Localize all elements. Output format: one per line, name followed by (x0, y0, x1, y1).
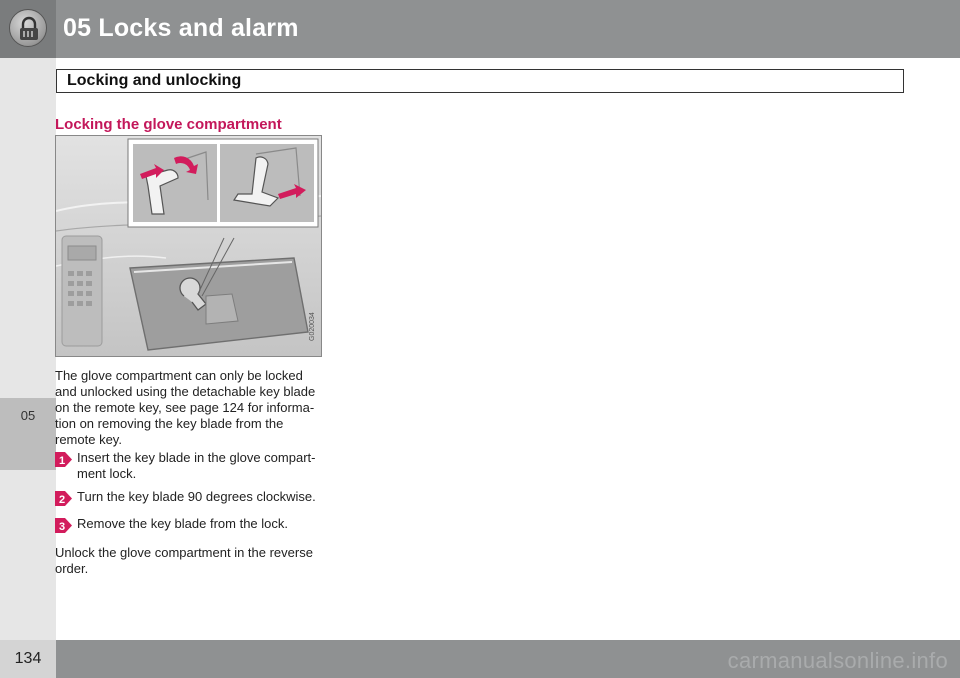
side-strip (0, 58, 56, 640)
section-title: Locking and unlocking (67, 72, 242, 89)
step-number: 3 (59, 521, 66, 533)
step-arrow-icon (55, 451, 72, 468)
figure-code: G020034 (309, 312, 316, 341)
glove-compartment-illustration (55, 135, 322, 357)
closing-paragraph: Unlock the glove compartment in the reverse order. (55, 545, 313, 576)
step-text: Insert the key blade in the glove compart-ment lock. (77, 450, 316, 481)
section-header (56, 69, 904, 93)
chapter-header-bar (0, 0, 960, 58)
chapter-icon-area (0, 0, 56, 58)
page-number-box (0, 640, 56, 678)
footer-bar (56, 640, 960, 678)
padlock-icon (9, 9, 47, 47)
chapter-title: 05 Locks and alarm (63, 14, 299, 42)
content-title: Locking the glove compartment (55, 116, 282, 133)
page-number: 134 (14, 650, 42, 667)
step-text: Turn the key blade 90 degrees clockwise. (77, 489, 316, 504)
step-number: 2 (59, 494, 66, 506)
watermark: carmanualsonline.info (727, 648, 948, 673)
intro-paragraph: The glove compartment can only be locked and unlocked using the detachable key blade on the remote key, see page 124 for informa-tion on removing the key blade from the remote key. (55, 368, 316, 447)
chapter-side-tab (0, 398, 56, 470)
step-arrow-icon (55, 490, 72, 507)
step-text: Remove the key blade from the lock. (77, 516, 288, 531)
side-tab-label: 05 (20, 408, 36, 423)
step-arrow-icon (55, 517, 72, 534)
step-number: 1 (59, 455, 66, 467)
